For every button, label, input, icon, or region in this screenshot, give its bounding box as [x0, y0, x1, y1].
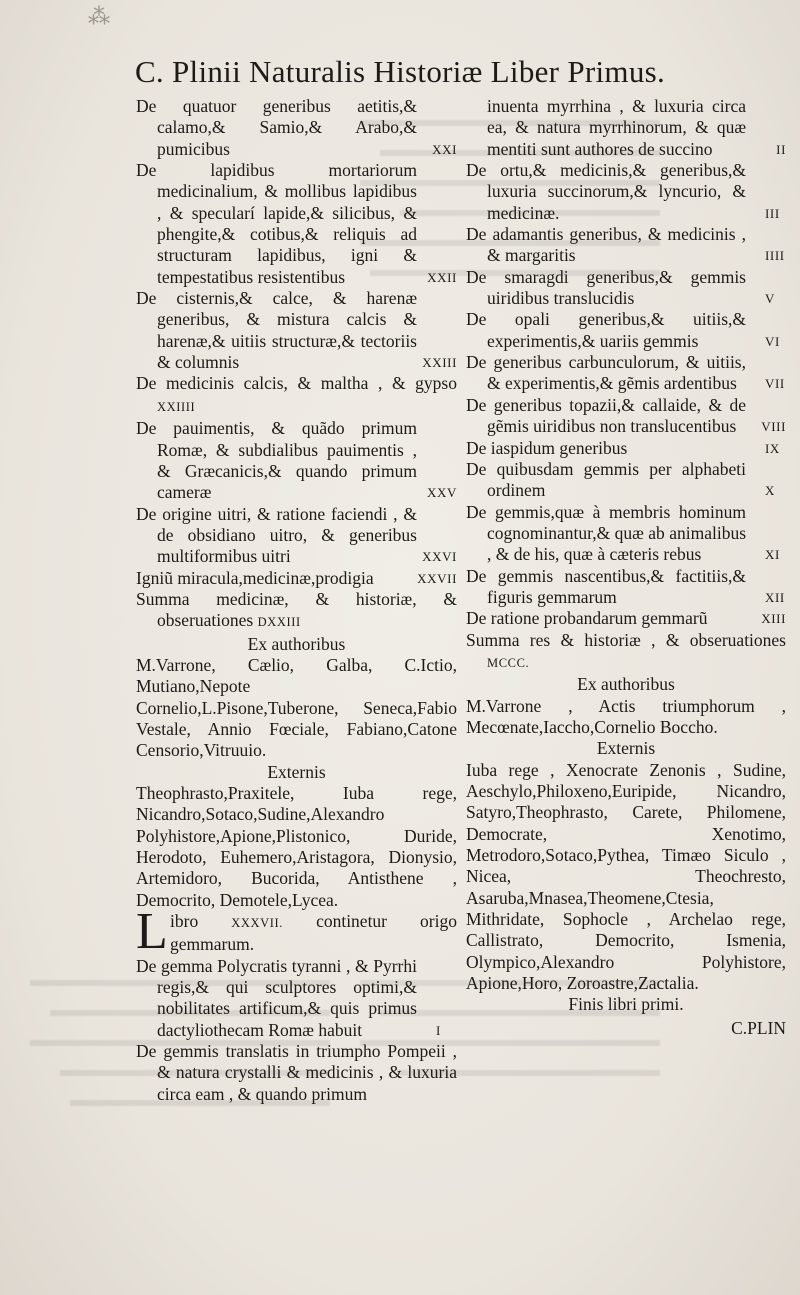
entry-text: De ortu,& medicinis,& generibus,& luxuria succinorum,& lyncurio, & medicinæ. [466, 160, 746, 223]
drop-cap: L [136, 903, 168, 961]
entry-number: II [776, 141, 786, 157]
entry-number: XXIII [422, 355, 457, 371]
index-entry: De ortu,& medicinis,& generibus,& luxuria succinorum,& lyncurio, & medicinæ. III [466, 160, 780, 223]
externis-list: Iuba rege , Xenocrate Zenonis , Sudine, Aeschylo,Philoxeno,Euripide, Nicandro, Satyro,Theophrasto, Carete, Philomene, Democrate, Xenotimo, Metrodoro,Sotaco,Pythea, Timæo Siculo , Nicea, Theochresto, Asaruba,Mnasea,Theomene,Ctesia, Mithridate, Sophocle , Archelao rege, Callistrato, Democrito, Ismenia, Olympico,Alexandro Polyhistore, Apione,Horo, Zoroastre,Zactalia. [466, 759, 786, 994]
entry-text: De origine uitri, & ratione faciendi , & de obsidiano uitro, & generibus multiformibus uitri [136, 503, 417, 567]
book-number: XXXVII. [231, 916, 284, 931]
entry-number: XIII [761, 611, 786, 627]
entry-text: De adamantis generibus, & medicinis , & margaritis [466, 224, 746, 266]
entry-number: MCCC. [487, 655, 530, 670]
index-entry [136, 373, 457, 418]
index-entry: De quibusdam gemmis per alphabeti ordinem X [466, 458, 775, 501]
index-entry [466, 608, 786, 629]
index-entry [466, 395, 786, 438]
index-entry [136, 418, 457, 503]
index-entry [136, 160, 457, 288]
entry-text: De gemmis translatis in triumpho Pompeii , & natura crystalli & medicinis , & luxuria circa eam , & quando primum [136, 1041, 457, 1104]
index-entry [136, 504, 457, 568]
entry-text: De opali generibus,& uitiis,& experimentis,& uariis gemmis [466, 309, 746, 351]
entry-text: De quibusdam gemmis per alphabeti ordinem [466, 458, 746, 501]
index-entry [136, 96, 457, 160]
index-entry: De smaragdi generibus,& gemmis uiridibus translucidis V [466, 266, 775, 309]
book-intro [136, 903, 457, 961]
index-entry [136, 589, 457, 634]
entry-text: De medicinis calcis, & maltha , & gypso [136, 373, 457, 394]
finis-line: Finis libri primi. [568, 994, 684, 1015]
entry-number: XXVII [417, 570, 457, 586]
catchword: C.PLIN [731, 1017, 786, 1038]
intro-rest: continetur origo gemmarum. [170, 911, 457, 955]
entry-text: De generibus carbunculorum, & uitiis, & experimentis,& gẽmis ardentibus [466, 352, 746, 394]
entry-text: De smaragdi generibus,& gemmis uiridibus translucidis [466, 266, 746, 309]
index-entry: De adamantis generibus, & medicinis , & margaritis IIII [466, 224, 785, 266]
entry-text: Summa res & historiæ , & obseruationes [466, 629, 786, 650]
externis-heading: Externis [267, 761, 326, 782]
authors-heading: Ex authoribus [577, 674, 675, 695]
authors-list: M.Varrone, Cælio, Galba, C.Ictio, Mutiano,Nepote Cornelio,L.Pisone,Tuberone, Seneca,Fabio Vestale, Annio Fœciale, Fabiano,Catone Censorio,Vitruuio. [136, 654, 457, 761]
entry-text: De pauimentis, & quãdo primum Romæ, & subdialibus pauimentis , & Græcanicis,& quando primum cameræ [136, 418, 417, 503]
index-entry [136, 288, 457, 373]
index-entry: De iaspidum generibus IX [466, 437, 780, 458]
index-entry: De gemma Polycratis tyranni , & Pyrrhi regis,& qui sculptores optimi,& nobilitates artificum,& quis primus dactyliothecam Romæ habuit I [136, 955, 441, 1040]
entry-number: XXIIII [157, 399, 196, 414]
entry-text: De quatuor generibus aetitis,& calamo,& Samio,& Arabo,& pumicibus [136, 96, 417, 159]
index-entry: De opali generibus,& uitiis,& experimentis,& uariis gemmis VI [466, 309, 780, 351]
entry-number: VIII [761, 419, 786, 435]
right-column [466, 96, 786, 1039]
externis-heading: Externis [596, 738, 656, 759]
entry-number: DXXIII [257, 615, 301, 630]
page-ornament: ⁂ [88, 4, 112, 29]
index-entry [136, 568, 457, 589]
entry-number: XXVI [422, 549, 457, 565]
externis-list: Theophrasto,Praxitele, Iuba rege, Nicandro,Sotaco,Sudine,Alexandro Polyhistore,Apione,Plistonico, Duride, Herodoto, Euhemero,Aristagora, Dionysio, Artemidoro, Bucorida, Antisthene , Democrito, Demotele,Lycea. [136, 783, 457, 910]
index-entry-continued [466, 96, 786, 160]
index-entry: De generibus carbunculorum, & uitiis, & experimentis,& gẽmis ardentibus VII [466, 352, 785, 394]
index-entry: De gemmis nascentibus,& factitiis,& figuris gemmarum XII [466, 565, 785, 607]
index-entry: De gemmis,quæ à membris hominum cognominantur,& quæ ab animalibus , & de his, quæ à cæteris rebus XI [466, 501, 780, 565]
authors-heading: Ex authoribus [247, 633, 346, 654]
entry-text: De iaspidum generibus [466, 437, 628, 458]
entry-number: XXV [427, 485, 457, 501]
entry-text: Igniũ miracula,medicinæ,prodigia [136, 567, 374, 588]
entry-number: XXII [427, 269, 457, 285]
entry-text: inuenta myrrhina , & luxuria circa ea, & natura myrrhinorum, & quæ mentiti sunt authores de succino [487, 96, 746, 159]
index-entry [466, 630, 786, 675]
page-title: C. Plinii Naturalis Historiæ Liber Primus. [134, 54, 666, 89]
index-entry [136, 1041, 457, 1105]
entry-number: XXI [432, 141, 457, 157]
entry-text: De gemma Polycratis tyranni , & Pyrrhi regis,& qui sculptores optimi,& nobilitates artificum,& quis primus dactyliothecam Romæ habuit [136, 955, 417, 1040]
entry-text: De gemmis nascentibus,& factitiis,& figuris gemmarum [466, 565, 746, 607]
entry-text: De lapidibus mortariorum medicinalium, & mollibus lapidibus , & specularí lapide,& silicibus, & phengite,& cotibus,& reliquis ad structuram lapidibus, igni & tempestatibus resistentibus [136, 160, 417, 287]
intro-word: ibro [170, 911, 199, 932]
entry-text: De ratione probandarum gemmarũ [466, 608, 708, 629]
entry-text: De generibus topazii,& callaide, & de gẽmis uiridibus non translucentibus [466, 394, 746, 437]
authors-list: M.Varrone , Actis triumphorum , Mecœnate,Iaccho,Cornelio Boccho. [466, 695, 786, 737]
entry-text: De cisternis,& calce, & harenæ generibus, & mistura calcis & harenæ,& uitiis structuræ,& tectoriis & columnis [136, 288, 417, 373]
entry-text: De gemmis,quæ à membris hominum cognominantur,& quæ ab animalibus , & de his, quæ à cæteris rebus [466, 501, 746, 565]
entry-text: Summa medicinæ, & historiæ, & obseruationes [136, 588, 457, 631]
left-column [136, 96, 457, 1105]
